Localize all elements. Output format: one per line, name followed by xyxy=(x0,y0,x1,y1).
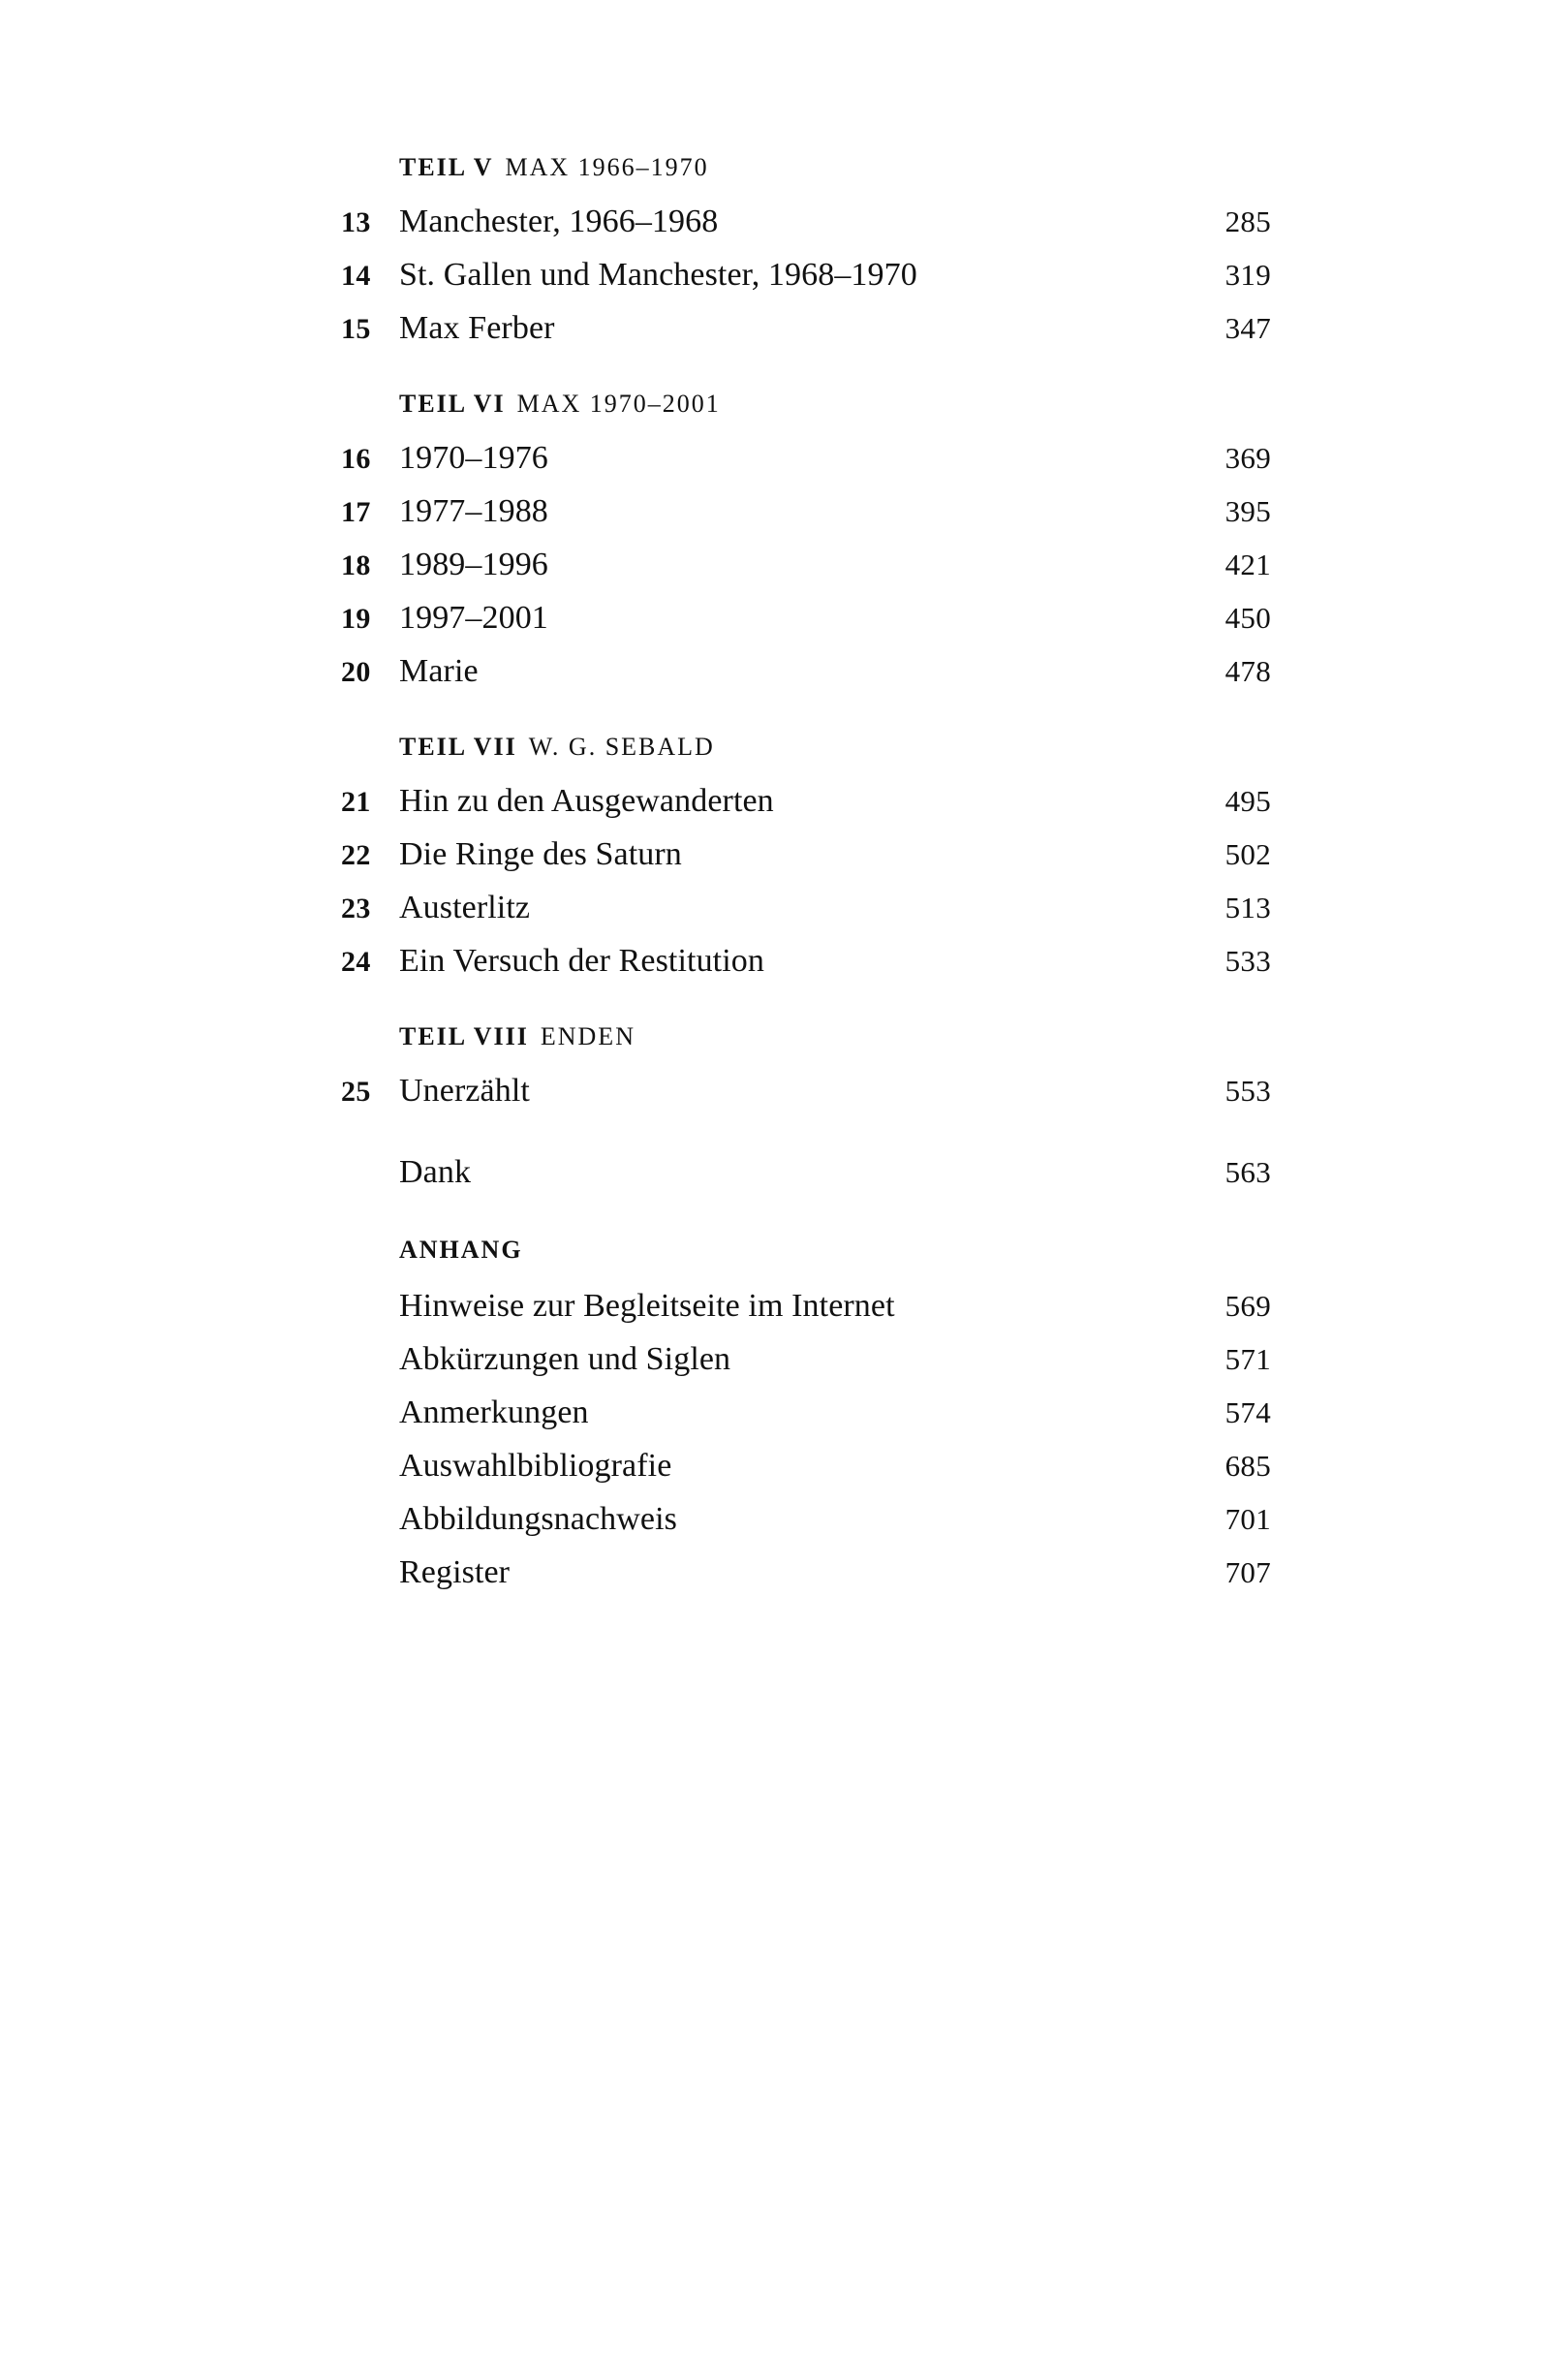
chapter-number: 18 xyxy=(341,549,371,581)
chapter-number: 14 xyxy=(341,260,371,292)
page-number: 685 xyxy=(1224,1449,1271,1483)
table-of-contents xyxy=(341,155,1271,1608)
spacer xyxy=(341,180,1271,194)
toc-section-anhang xyxy=(341,1236,1271,1591)
toc-entry[interactable] xyxy=(341,1073,1271,1110)
page-number: 395 xyxy=(1224,494,1271,528)
part-heading xyxy=(399,1024,1271,1049)
chapter-title: 1970–1976 xyxy=(399,440,548,476)
entry-list xyxy=(341,204,1271,347)
appendix-title: Abbildungsnachweis xyxy=(399,1501,677,1537)
toc-entry[interactable] xyxy=(341,1394,1271,1431)
page-number: 450 xyxy=(1224,601,1271,635)
chapter-title: 1997–2001 xyxy=(399,600,548,636)
page-number: 571 xyxy=(1224,1342,1271,1376)
chapter-title: Max Ferber xyxy=(399,310,555,346)
entry-list xyxy=(341,783,1271,980)
chapter-number: 22 xyxy=(341,839,371,871)
page-number: 707 xyxy=(1224,1555,1271,1589)
part-title: MAX 1970–2001 xyxy=(516,390,721,418)
chapter-number: 24 xyxy=(341,946,371,978)
toc-entry[interactable] xyxy=(341,204,1271,240)
part-label: TEIL VI xyxy=(399,390,506,418)
appendix-title: Auswahlbibliografie xyxy=(399,1448,672,1484)
page-number: 553 xyxy=(1224,1074,1271,1108)
toc-entry[interactable] xyxy=(341,836,1271,873)
chapter-title: Unerzählt xyxy=(399,1073,530,1109)
toc-entry[interactable] xyxy=(341,943,1271,980)
chapter-title: Ein Versuch der Restitution xyxy=(399,943,764,979)
chapter-title: Hin zu den Ausgewanderten xyxy=(399,783,774,819)
chapter-number: 21 xyxy=(341,786,371,818)
toc-entry[interactable] xyxy=(341,493,1271,530)
page-number: 569 xyxy=(1224,1289,1271,1323)
entry-list xyxy=(341,440,1271,690)
page-number: 574 xyxy=(1224,1395,1271,1429)
chapter-title: 1989–1996 xyxy=(399,547,548,582)
page-number: 369 xyxy=(1224,441,1271,475)
toc-entry[interactable] xyxy=(341,547,1271,583)
chapter-number: 19 xyxy=(341,603,371,635)
part-title: MAX 1966–1970 xyxy=(505,153,709,181)
chapter-title: Austerlitz xyxy=(399,890,531,925)
part-title: ENDEN xyxy=(540,1022,636,1050)
chapter-number: 17 xyxy=(341,496,371,528)
appendix-title: Register xyxy=(399,1554,511,1590)
appendix-title: Anmerkungen xyxy=(399,1394,589,1430)
page-number: 701 xyxy=(1224,1502,1271,1536)
page-number: 421 xyxy=(1224,548,1271,581)
chapter-title: Marie xyxy=(399,653,479,689)
page-number: 495 xyxy=(1224,784,1271,818)
page-number: 502 xyxy=(1224,837,1271,871)
chapter-title: St. Gallen und Manchester, 1968–1970 xyxy=(399,257,917,293)
toc-entry[interactable] xyxy=(341,890,1271,926)
appendix-heading: ANHANG xyxy=(399,1236,523,1264)
part-heading xyxy=(399,735,1271,760)
spacer xyxy=(341,417,1271,430)
toc-entry[interactable] xyxy=(341,310,1271,347)
appendix-title: Abkürzungen und Siglen xyxy=(399,1341,731,1377)
toc-section-teil-vii xyxy=(341,735,1271,980)
section-title: Dank xyxy=(399,1154,472,1190)
entry-list xyxy=(341,1288,1271,1591)
toc-entry[interactable] xyxy=(341,1448,1271,1485)
toc-entry[interactable] xyxy=(341,600,1271,637)
page-number: 513 xyxy=(1224,891,1271,924)
part-title: W. G. SEBALD xyxy=(528,733,715,761)
page-number: 347 xyxy=(1224,311,1271,345)
toc-section-dank xyxy=(341,1154,1271,1191)
page-number: 533 xyxy=(1224,944,1271,978)
chapter-title: 1977–1988 xyxy=(399,493,548,529)
toc-section-teil-viii xyxy=(341,1024,1271,1110)
part-label: TEIL VII xyxy=(399,733,517,761)
part-label: TEIL V xyxy=(399,153,494,181)
chapter-number: 16 xyxy=(341,443,371,475)
toc-entry[interactable] xyxy=(341,1501,1271,1538)
chapter-number: 23 xyxy=(341,892,371,924)
page-number: 563 xyxy=(1224,1155,1271,1189)
appendix-title: Hinweise zur Begleitseite im Internet xyxy=(399,1288,895,1324)
toc-entry[interactable] xyxy=(341,1554,1271,1591)
toc-section-teil-vi xyxy=(341,391,1271,690)
chapter-number: 13 xyxy=(341,206,371,238)
spacer xyxy=(341,760,1271,773)
page-number: 285 xyxy=(1224,204,1271,238)
toc-entry[interactable] xyxy=(341,1288,1271,1325)
toc-section-teil-v xyxy=(341,155,1271,347)
chapter-title: Manchester, 1966–1968 xyxy=(399,204,719,239)
toc-entry[interactable] xyxy=(341,1341,1271,1378)
part-label: TEIL VIII xyxy=(399,1022,529,1050)
entry-list xyxy=(341,1073,1271,1110)
toc-entry-dank[interactable] xyxy=(341,1154,1271,1191)
chapter-number: 25 xyxy=(341,1076,371,1108)
chapter-title: Die Ringe des Saturn xyxy=(399,836,682,872)
spacer xyxy=(341,1049,1271,1063)
chapter-number: 15 xyxy=(341,313,371,345)
page-number: 478 xyxy=(1224,654,1271,688)
toc-entry[interactable] xyxy=(341,783,1271,820)
page-number: 319 xyxy=(1224,258,1271,292)
part-heading xyxy=(399,391,1271,417)
part-heading xyxy=(399,155,1271,180)
toc-entry[interactable] xyxy=(341,440,1271,477)
toc-entry[interactable] xyxy=(341,257,1271,294)
spacer xyxy=(341,1265,1271,1278)
chapter-number: 20 xyxy=(341,656,371,688)
toc-entry[interactable] xyxy=(341,653,1271,690)
